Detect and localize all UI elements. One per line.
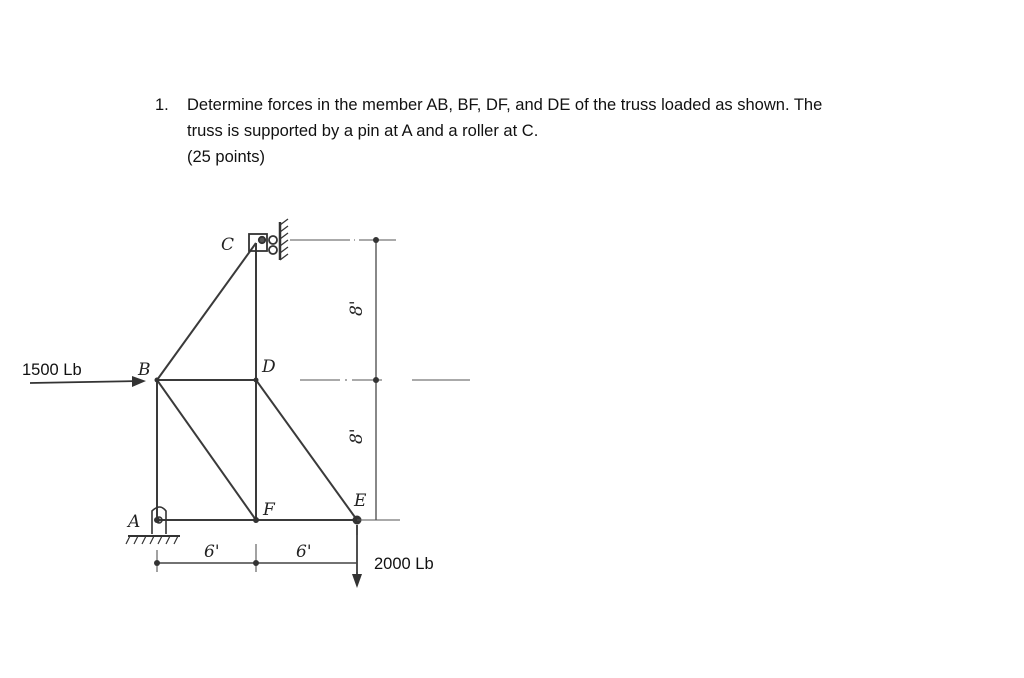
dimension-tick	[154, 560, 160, 566]
node-label-c: C	[221, 235, 235, 255]
node-label-f: F	[263, 500, 275, 520]
vertical-load	[352, 525, 434, 588]
node-label-d: D	[262, 357, 276, 377]
joints	[154, 378, 362, 525]
dimension-label-right: 6'	[296, 542, 312, 562]
roller-wheel-icon	[269, 246, 277, 254]
roller-pin-icon	[259, 237, 265, 243]
horizontal-dimension	[154, 535, 357, 572]
dimension-tick	[373, 237, 379, 243]
problem-line-1: Determine forces in the member AB, BF, DF, and DE of the truss loaded as shown. The	[187, 96, 823, 114]
joint-f	[253, 517, 259, 523]
horizontal-load	[22, 361, 146, 387]
dimension-tick	[373, 377, 379, 383]
joint-b	[155, 378, 160, 383]
roller-support-c	[249, 219, 288, 260]
problem-line-2: truss is supported by a pin at A and a roller at C.	[187, 122, 539, 140]
member-de	[256, 380, 357, 520]
node-label-b: B	[138, 360, 151, 380]
member-bf	[157, 380, 256, 520]
dimension-label-upper: 8'	[347, 300, 367, 316]
vertical-dimension	[290, 237, 470, 520]
dimension-label-lower: 8'	[347, 428, 367, 444]
problem-points: (25 points)	[187, 148, 265, 166]
dimension-tick	[253, 560, 259, 566]
node-label-a: A	[128, 512, 141, 532]
load-label-2000: 2000 Lb	[374, 555, 434, 573]
dimension-label-left: 6'	[204, 542, 220, 562]
problem-number: 1.	[155, 96, 169, 114]
node-label-e: E	[354, 491, 367, 511]
joint-d	[254, 378, 259, 383]
member-bc	[157, 243, 256, 380]
ground-hatch-icon	[126, 536, 178, 544]
roller-wheel-icon	[269, 236, 277, 244]
arrow-down-icon	[352, 574, 362, 588]
load-label-1500: 1500 Lb	[22, 361, 82, 379]
load-arrow-shaft	[30, 381, 142, 383]
